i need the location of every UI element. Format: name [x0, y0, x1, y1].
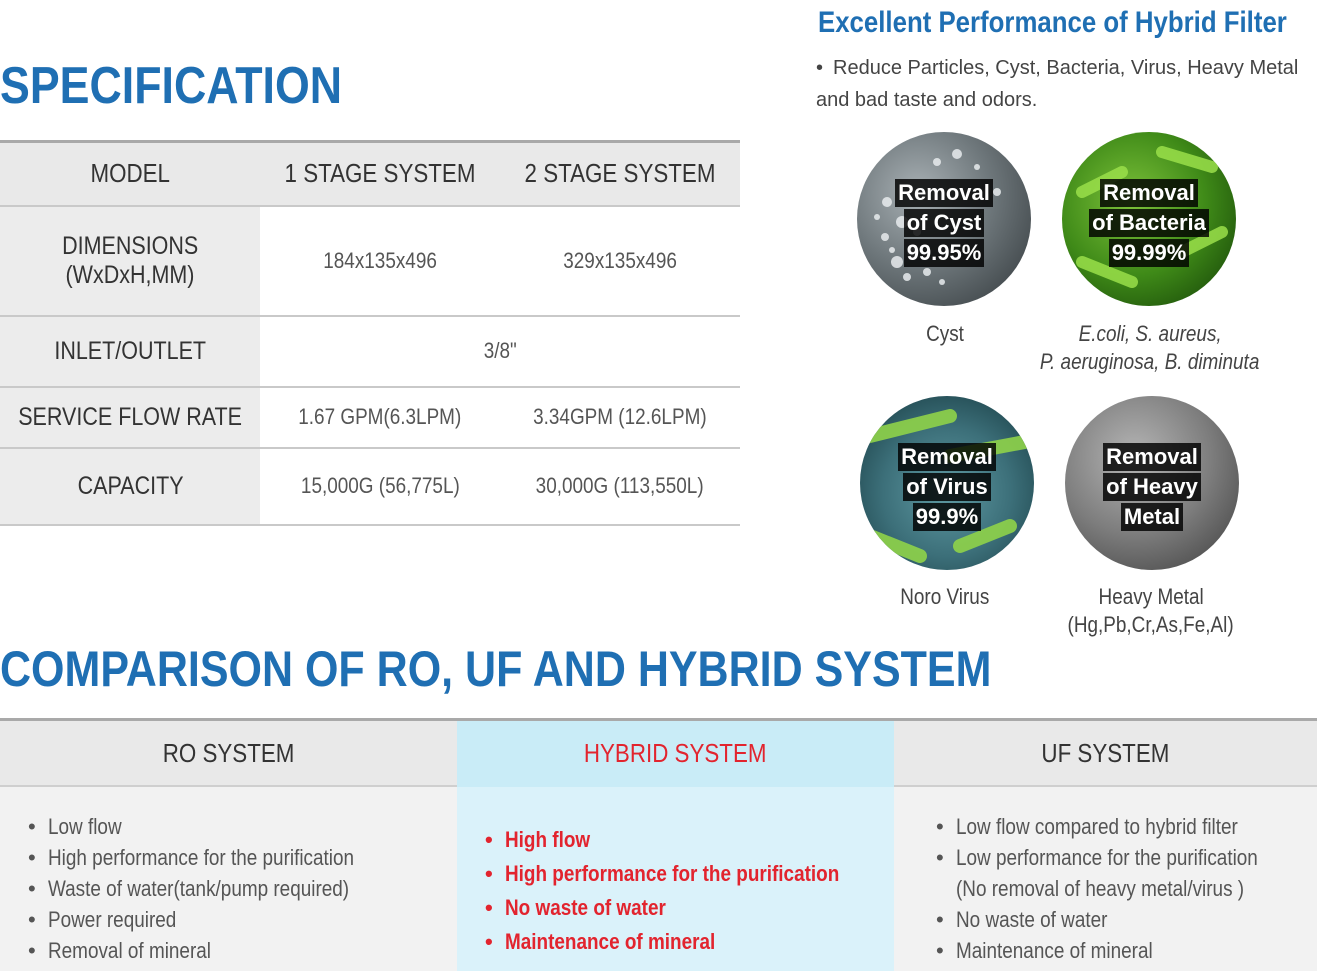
uf-body [894, 787, 1317, 971]
uf-header: UF SYSTEM [894, 721, 1317, 787]
spec-value-dimensions-stage1: 184x135x496 [323, 247, 437, 273]
list-item: • Waste of water(tank/pump required) [48, 873, 457, 904]
performance-title: Excellent Performance of Hybrid Filter [818, 6, 1287, 39]
spec-value-inlet-outlet: 3/8" [483, 338, 517, 363]
cyst-image [857, 132, 1031, 306]
list-item: • High flow [505, 823, 894, 857]
hybrid-list [457, 787, 894, 959]
spec-row-flow-rate [0, 387, 740, 448]
uf-list [894, 787, 1317, 966]
bacteria-label: Removal of Bacteria 99.99% [1062, 178, 1236, 268]
spec-header-row [0, 142, 740, 206]
spec-value-dimensions-stage2: 329x135x496 [563, 247, 677, 273]
hybrid-header: HYBRID SYSTEM [457, 721, 894, 787]
heavy-metal-image [1065, 396, 1239, 570]
ro-body [0, 787, 457, 971]
list-item: • High performance for the purification [505, 857, 894, 891]
specification-title: SPECIFICATION [0, 57, 343, 115]
spec-label-capacity: CAPACITY [0, 448, 260, 525]
list-item: • No waste of water [505, 891, 894, 925]
bacteria-caption: E.coli, S. aureus, P. aeruginosa, B. diminuta [1040, 321, 1260, 374]
spec-header-model: MODEL [90, 158, 170, 189]
ro-column [0, 721, 457, 971]
spec-label-inlet-outlet: INLET/OUTLET [0, 316, 260, 387]
spec-label-flow-rate: SERVICE FLOW RATE [0, 387, 260, 448]
heavy-metal-caption: Heavy Metal (Hg,Pb,Cr,As,Fe,Al) [1067, 584, 1235, 637]
specification-table [0, 140, 740, 526]
list-item: • Low flow [48, 811, 457, 842]
spec-value-capacity-stage2: 30,000G (113,550L) [536, 473, 705, 498]
spec-header-stage1: 1 STAGE SYSTEM [284, 158, 476, 189]
comparison-title: COMPARISON OF RO, UF AND HYBRID SYSTEM [0, 641, 992, 697]
uf-column [894, 721, 1317, 971]
cyst-caption: Cyst [926, 321, 964, 346]
virus-label: Removal of Virus 99.9% [860, 442, 1034, 532]
list-item: • Low performance for the purification [956, 842, 1317, 873]
list-item: • Power required [48, 904, 457, 935]
list-item: (No removal of heavy metal/virus ) [956, 876, 1245, 901]
list-item: • Maintenance of mineral [956, 935, 1317, 966]
ro-list [0, 787, 457, 966]
bullet-icon: • [816, 57, 824, 79]
list-item: • High performance for the purification [48, 842, 457, 873]
virus-caption: Noro Virus [900, 584, 990, 609]
comparison-table [0, 718, 1317, 971]
spec-row-dimensions [0, 206, 740, 316]
spec-value-flow-stage1: 1.67 GPM(6.3LPM) [298, 404, 462, 429]
cyst-label: Removal of Cyst 99.95% [857, 178, 1031, 268]
list-item: • No waste of water [956, 904, 1317, 935]
spec-value-flow-stage2: 3.34GPM (12.6LPM) [533, 404, 707, 429]
list-item: • Low flow compared to hybrid filter [956, 811, 1317, 842]
performance-description: • Reduce Particles, Cyst, Bacteria, Virus, Heavy Metal and bad taste and odors. [816, 57, 1299, 111]
spec-header-stage2: 2 STAGE SYSTEM [524, 158, 716, 189]
heavy-metal-label: Removal of Heavy Metal [1065, 442, 1239, 532]
ro-header: RO SYSTEM [0, 721, 457, 787]
hybrid-column [457, 721, 894, 971]
list-item: • Removal of mineral [48, 935, 457, 966]
hybrid-body [457, 787, 894, 971]
list-item: • Maintenance of mineral [505, 925, 894, 959]
bacteria-image [1062, 132, 1236, 306]
virus-image [860, 396, 1034, 570]
spec-row-inlet-outlet [0, 316, 740, 387]
spec-label-dimensions: DIMENSIONS (WxDxH,MM) [0, 206, 260, 316]
spec-value-capacity-stage1: 15,000G (56,775L) [300, 473, 460, 498]
spec-row-capacity [0, 448, 740, 525]
